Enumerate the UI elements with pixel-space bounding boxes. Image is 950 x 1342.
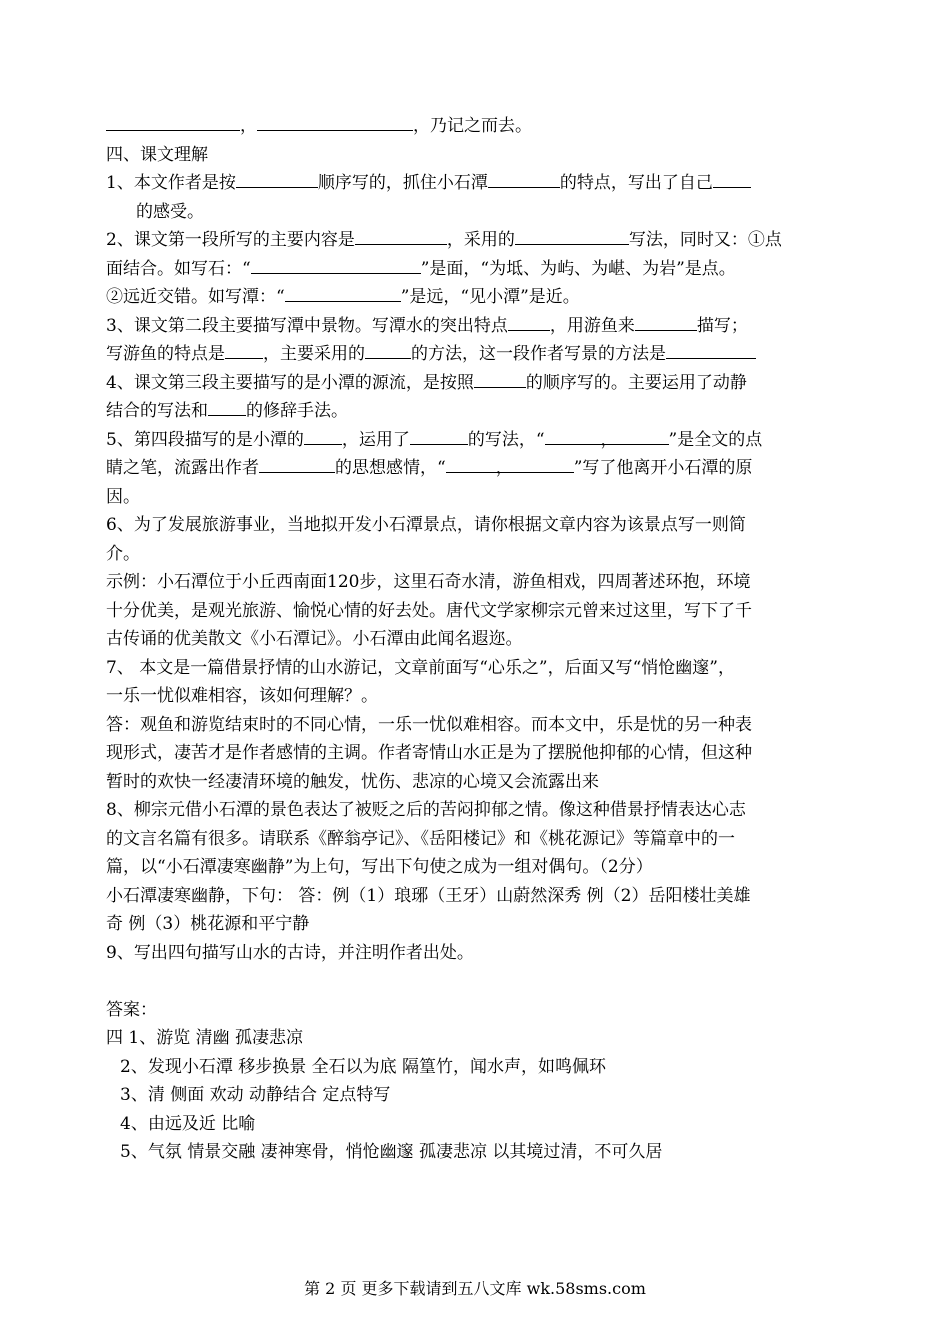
answer-item: 5、气氛 情景交融 凄神寒骨，悄怆幽邃 孤凄悲凉 以其境过清，不可久居 — [120, 1142, 663, 1162]
blank — [257, 112, 413, 131]
question-3-cont: 写游鱼的特点是 ，主要采用的 的方法，这一段作者写景的方法是 — [106, 340, 846, 369]
question-5: 5、第四段描写的是小潭的 ，运用了 的写法，“ ， ”是全文的点 — [106, 426, 846, 455]
question-7-answer: 答：观鱼和游览结束时的不同心情，一乐一忧似难相容。而本文中，乐是忧的另一种表 — [106, 714, 752, 735]
top-line: ， ，乃记之而去。 — [106, 112, 846, 141]
question-1-cont: 的感受。 — [136, 201, 204, 222]
question-2-cont: 面结合。如写石：“ ”是面，“为坻、为屿、为嵁、为岩”是点。 — [106, 255, 846, 284]
answer-item: 4、由远及近 比喻 — [120, 1113, 256, 1134]
question-8: 8、柳宗元借小石潭的景色表达了被贬之后的苦闷抑郁之情。像这种借景抒情表达心志 — [106, 800, 746, 820]
question-5-cont2: 因。 — [106, 486, 140, 507]
document-body — [106, 112, 846, 1167]
question-8-answer: 奇 例（3）桃花源和平宁静 — [106, 914, 310, 934]
question-7-answer: 暂时的欢快一经凄清环境的触发，忧伤、悲凉的心境又会流露出来 — [106, 771, 599, 792]
question-7: 7、 本文是一篇借景抒情的山水游记，文章前面写“心乐之”，后面又写“悄怆幽邃”， — [106, 657, 735, 678]
question-4: 4、课文第三段主要描写的是小潭的源流，是按照 的顺序写的。主要运用了动静 — [106, 369, 846, 398]
question-6-example: 古传诵的优美散文《小石潭记》。小石潭由此闻名遐迩。 — [106, 629, 523, 649]
answers-title: 答案： — [106, 999, 157, 1020]
answer-item: 四 1、游览 清幽 孤凄悲凉 — [106, 1028, 304, 1048]
answer-item: 2、发现小石潭 移步换景 全石以为底 隔篁竹，闻水声，如鸣佩环 — [120, 1056, 607, 1077]
answer-item: 3、清 侧面 欢动 动静结合 定点特写 — [120, 1085, 391, 1105]
question-8-cont: 的文言名篇有很多。请联系《醉翁亭记》、《岳阳楼记》和《桃花源记》等篇章中的一 — [106, 828, 735, 849]
blank — [106, 112, 240, 131]
question-6-example: 示例：小石潭位于小丘西南面120步，这里石奇水清，游鱼相戏，四周著述环抱，环境 — [106, 572, 751, 592]
question-3: 3、课文第二段主要描写潭中景物。写潭水的突出特点 ，用游鱼来 描写； — [106, 312, 846, 341]
page-footer: 第 2 页 更多下载请到五八文库 wk.58sms.com — [304, 1279, 646, 1298]
question-8-cont: 篇，以“小石潭凄寒幽静”为上句，写出下句使之成为一组对偶句。（2分） — [106, 857, 653, 877]
question-1: 1、本文作者是按 顺序写的，抓住小石潭 的特点，写出了自己 — [106, 169, 846, 198]
question-6: 6、为了发展旅游事业，当地拟开发小石潭景点，请你根据文章内容为该景点写一则简 — [106, 515, 746, 535]
question-4-cont: 结合的写法和 的修辞手法。 — [106, 397, 846, 426]
section-title: 四、课文理解 — [106, 144, 208, 165]
question-9: 9、写出四句描写山水的古诗，并注明作者出处。 — [106, 942, 474, 963]
question-7-answer: 现形式，凄苦才是作者感情的主调。作者寄情山水正是为了摆脱他抑郁的心情，但这种 — [106, 743, 752, 763]
question-8-answer: 小石潭凄寒幽静，下句： 答：例（1）琅琊（王牙）山蔚然深秀 例（2）岳阳楼壮美雄 — [106, 885, 751, 906]
question-6-example: 十分优美，是观光旅游、愉悦心情的好去处。唐代文学家柳宗元曾来过这里，写下了千 — [106, 600, 752, 621]
question-7-cont: 一乐一忧似难相容，该如何理解？。 — [106, 686, 378, 706]
question-6-cont: 介。 — [106, 543, 140, 564]
question-5-cont: 睛之笔，流露出作者 的思想感情，“ ， ”写了他离开小石潭的原 — [106, 454, 846, 483]
question-2-cont2: ②远近交错。如写潭：“ ”是远，“见小潭”是近。 — [106, 283, 846, 312]
question-2: 2、课文第一段所写的主要内容是 ，采用的 写法，同时又：①点 — [106, 226, 846, 255]
